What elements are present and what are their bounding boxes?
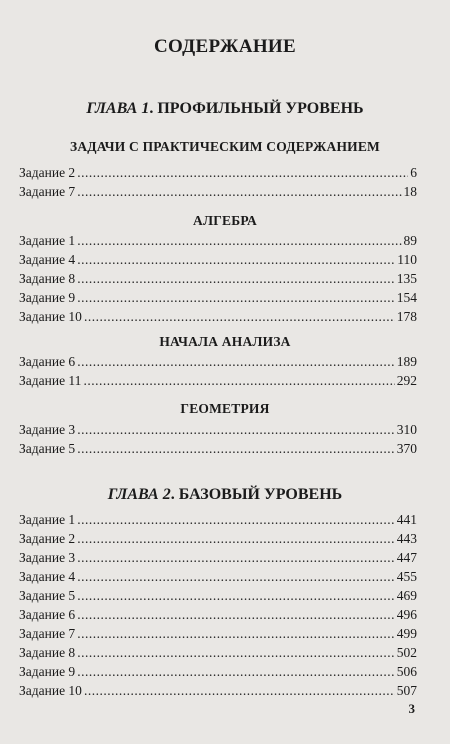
toc-entry (19, 252, 417, 271)
toc-entry-page: 6 (410, 165, 417, 180)
toc-dot-leader (77, 588, 395, 604)
toc-entry (19, 664, 417, 683)
toc-entry-page: 502 (396, 645, 417, 660)
toc-entry-page: 370 (396, 441, 417, 456)
toc-entry-page: 310 (396, 422, 417, 437)
toc-entry (19, 354, 417, 373)
section-geometry-heading: ГЕОМЕТРИЯ (180, 401, 270, 416)
toc-entry-label: Задание 10 (19, 309, 82, 324)
toc-entry-page: 178 (396, 309, 417, 324)
toc-list-basic (19, 512, 417, 702)
section-practical-heading: ЗАДАЧИ С ПРАКТИЧЕСКИМ СОДЕРЖАНИЕМ (70, 139, 380, 154)
toc-entry-label: Задание 3 (19, 422, 76, 437)
toc-entry-label: Задание 7 (19, 626, 76, 641)
toc-entry-page: 469 (396, 588, 417, 603)
toc-entry (19, 233, 417, 252)
toc-entry-label: Задание 1 (19, 512, 76, 527)
toc-dot-leader (77, 165, 408, 181)
toc-entry (19, 165, 417, 184)
toc-entry-page: 154 (396, 290, 417, 305)
toc-entry-page: 506 (396, 664, 417, 679)
section-algebra-heading: АЛГЕБРА (193, 213, 257, 228)
toc-entry (19, 441, 417, 460)
toc-dot-leader (77, 290, 395, 306)
toc-entry-label: Задание 11 (19, 373, 82, 388)
toc-dot-leader (83, 373, 394, 389)
toc-entry (19, 184, 417, 203)
toc-entry-label: Задание 9 (19, 290, 76, 305)
toc-list-analysis (19, 354, 417, 392)
toc-dot-leader (77, 512, 395, 528)
toc-entry-page: 496 (396, 607, 417, 622)
toc-entry-page: 447 (396, 550, 417, 565)
toc-dot-leader (77, 550, 395, 566)
toc-entry-page: 507 (396, 683, 417, 698)
chapter-1-heading (0, 100, 450, 118)
chapter-1-title: . ПРОФИЛЬНЫЙ УРОВЕНЬ (149, 100, 364, 117)
toc-entry-page: 18 (403, 184, 417, 199)
toc-entry-page: 135 (396, 271, 417, 286)
toc-entry-label: Задание 5 (19, 588, 76, 603)
page-number: 3 (408, 701, 415, 716)
toc-dot-leader (77, 569, 395, 585)
toc-entry-page: 189 (396, 354, 417, 369)
toc-dot-leader (77, 233, 401, 249)
toc-entry-label: Задание 1 (19, 233, 76, 248)
toc-entry-page: 441 (396, 512, 417, 527)
toc-dot-leader (84, 309, 395, 325)
toc-entry-label: Задание 7 (19, 184, 76, 199)
toc-entry-label: Задание 8 (19, 271, 76, 286)
toc-entry-page: 499 (396, 626, 417, 641)
toc-entry (19, 569, 417, 588)
toc-dot-leader (77, 252, 395, 268)
toc-dot-leader (77, 271, 395, 287)
toc-entry (19, 683, 417, 702)
toc-entry-label: Задание 2 (19, 531, 76, 546)
toc-entry (19, 550, 417, 569)
toc-entry-label: Задание 3 (19, 550, 76, 565)
toc-entry (19, 531, 417, 550)
toc-entry (19, 373, 417, 392)
toc-entry-label: Задание 4 (19, 252, 76, 267)
toc-entry-label: Задание 8 (19, 645, 76, 660)
toc-entry (19, 290, 417, 309)
toc-entry-label: Задание 4 (19, 569, 76, 584)
toc-entry-label: Задание 10 (19, 683, 82, 698)
chapter-2-title: . БАЗОВЫЙ УРОВЕНЬ (170, 486, 343, 503)
chapter-2-prefix: ГЛАВА 2 (107, 486, 171, 503)
toc-entry-page: 292 (396, 373, 417, 388)
toc-entry-label: Задание 2 (19, 165, 76, 180)
toc-dot-leader (77, 645, 395, 661)
toc-entry (19, 271, 417, 290)
toc-list-practical (19, 165, 417, 203)
section-analysis-heading: НАЧАЛА АНАЛИЗА (159, 334, 291, 349)
toc-list-algebra (19, 233, 417, 328)
toc-entry-page: 443 (396, 531, 417, 546)
chapter-2-heading (0, 486, 450, 504)
toc-dot-leader (77, 354, 395, 370)
toc-dot-leader (77, 422, 395, 438)
toc-entry-label: Задание 6 (19, 354, 76, 369)
toc-entry-label: Задание 6 (19, 607, 76, 622)
toc-entry (19, 607, 417, 626)
toc-dot-leader (77, 441, 395, 457)
toc-dot-leader (77, 626, 395, 642)
toc-entry (19, 626, 417, 645)
toc-dot-leader (84, 683, 395, 699)
chapter-1-prefix: ГЛАВА 1 (86, 100, 150, 117)
toc-list-geometry (19, 422, 417, 460)
toc-entry (19, 588, 417, 607)
toc-entry-page: 110 (397, 252, 417, 267)
toc-entry (19, 512, 417, 531)
toc-dot-leader (77, 531, 395, 547)
toc-entry-page: 89 (403, 233, 417, 248)
toc-entry-label: Задание 9 (19, 664, 76, 679)
toc-entry (19, 309, 417, 328)
toc-dot-leader (77, 184, 401, 200)
toc-dot-leader (77, 664, 395, 680)
toc-entry (19, 422, 417, 441)
toc-entry-label: Задание 5 (19, 441, 76, 456)
toc-entry (19, 645, 417, 664)
page-title: СОДЕРЖАНИЕ (154, 36, 296, 57)
toc-entry-page: 455 (396, 569, 417, 584)
toc-dot-leader (77, 607, 395, 623)
